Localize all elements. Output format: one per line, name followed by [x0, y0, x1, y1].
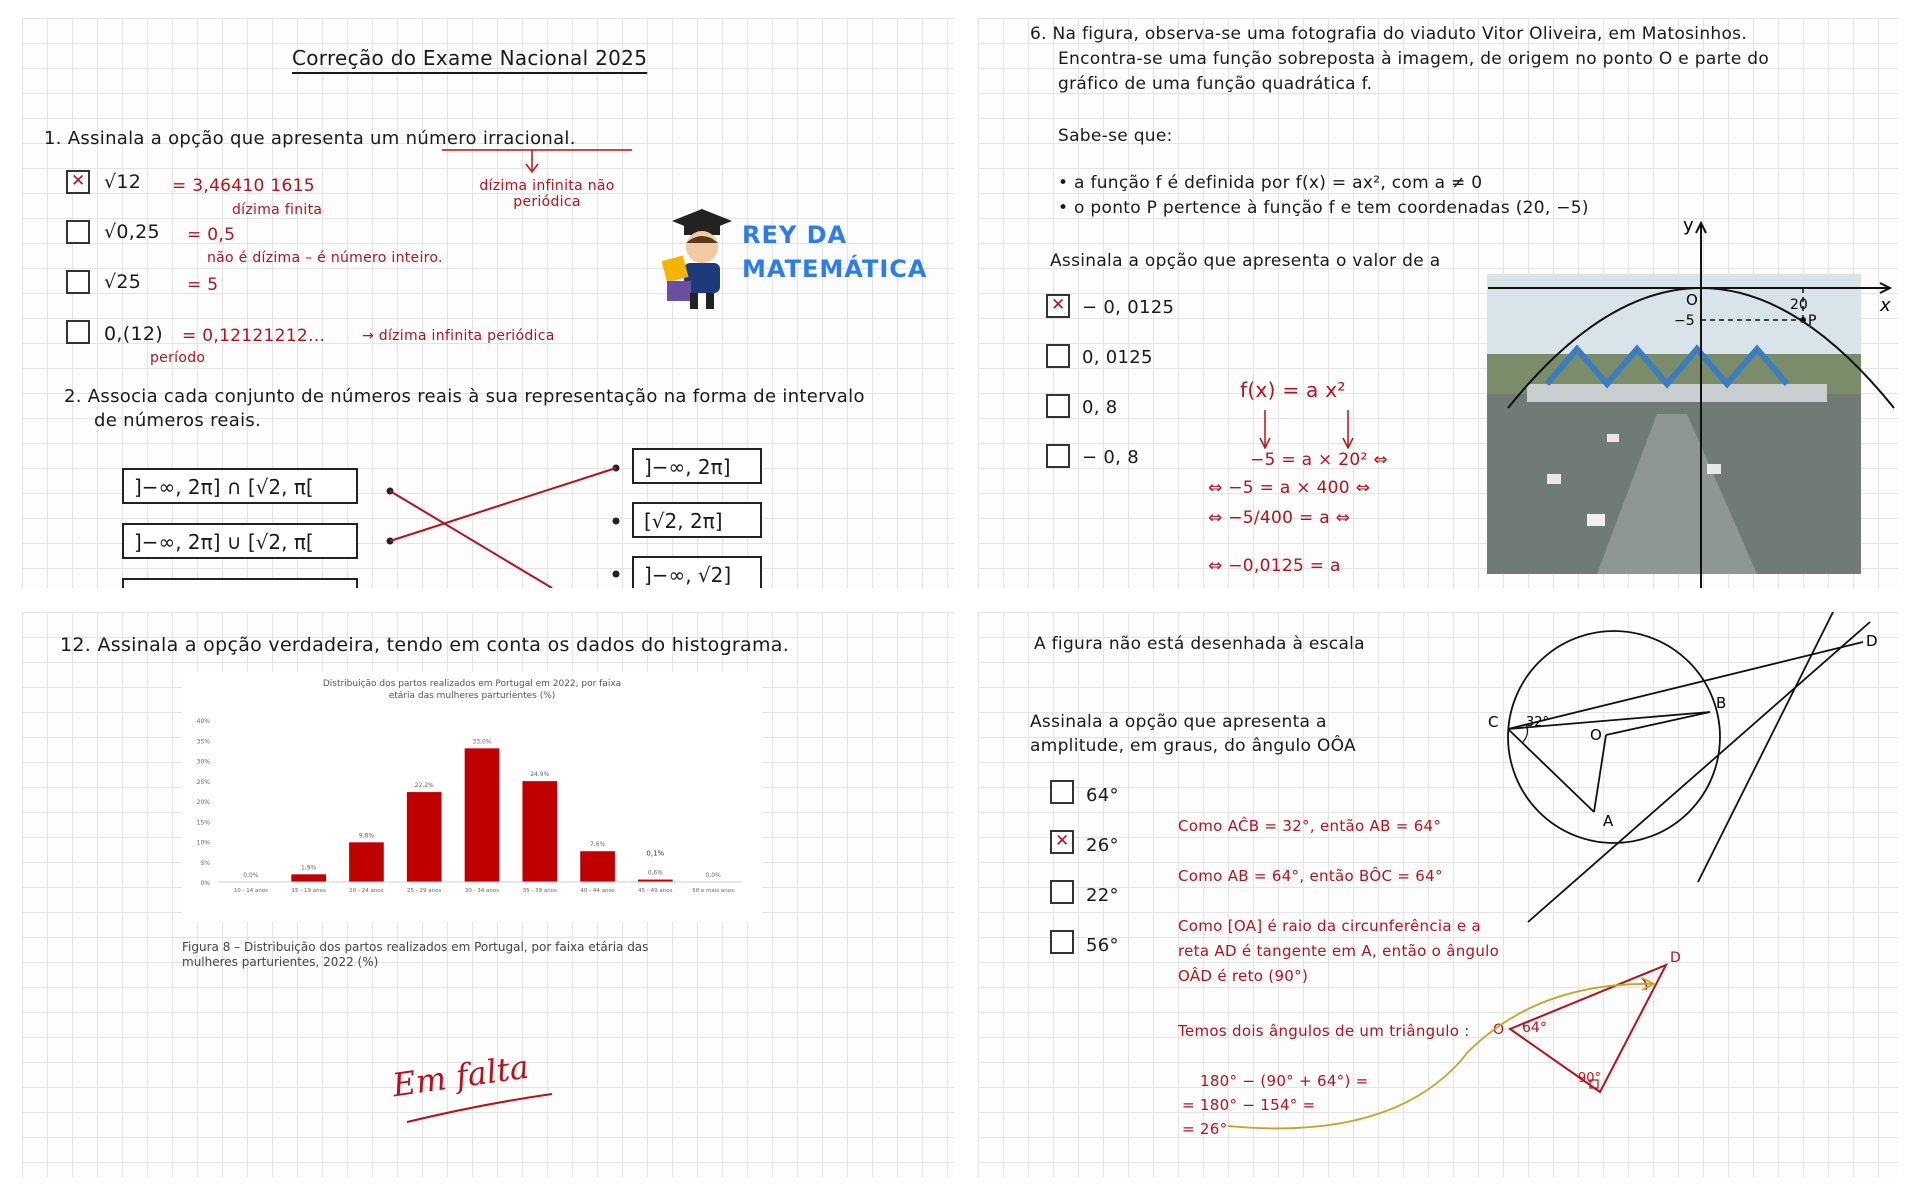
angle-option-3-label: 22° — [1086, 885, 1119, 906]
angle-work-5: OÂD é reto (90°) — [1178, 967, 1309, 985]
q6-text-line1: 6. Na figura, observa-se uma fotografia do viaduto Vitor Oliveira, em Matosinhos. — [1030, 24, 1748, 44]
angle-work-1: Como AĈB = 32°, então AB = 64° — [1178, 817, 1442, 835]
histogram-card — [182, 672, 762, 922]
q1-option-4-sub: período — [150, 350, 206, 366]
handwritten-annotation: 0,1% — [646, 849, 665, 858]
angle-work-4: reta AD é tangente em A, então o ângulo — [1178, 942, 1500, 960]
q6-text-line2: Encontra-se uma função sobreposta à imagem, de origem no ponto O e parte do — [1058, 49, 1770, 69]
point-c-label: C — [1488, 713, 1499, 731]
x-category-label: 40 - 44 anos — [580, 888, 615, 894]
histogram-bar — [407, 792, 442, 882]
q6-work-4: ⇔ −5/400 = a ⇔ — [1208, 508, 1351, 528]
q2-matching-lines — [22, 18, 954, 588]
q1-option-2-expr: √0,25 — [104, 221, 160, 243]
tri-d-label: D — [1670, 950, 1681, 966]
bar-value-label: 22,2% — [414, 782, 434, 790]
bar-value-label: 1,9% — [301, 864, 317, 872]
x-category-label: 10 - 14 anos — [233, 888, 269, 894]
q1-option-1-result: = 3,46410 1615 — [172, 176, 315, 196]
q2-right-set-1[interactable]: ]−∞, 2π] — [632, 448, 762, 484]
angle-work-6: Temos dois ângulos de um triângulo : — [1178, 1022, 1470, 1040]
q6-option-2-label: 0, 0125 — [1082, 347, 1153, 368]
point-a-label: A — [1603, 812, 1614, 830]
q1-option-3-expr: √25 — [104, 271, 142, 293]
y-tick-label: 30% — [196, 758, 210, 766]
bar-value-label: 0,0% — [705, 872, 721, 879]
q2-left-set-1[interactable]: ]−∞, 2π] ∩ [√2, π[ — [122, 468, 358, 504]
q6-work-2: −5 = a × 20² ⇔ — [1250, 450, 1388, 470]
q1-option-1-expr: √12 — [104, 171, 142, 193]
x-category-label: 35 - 39 anos — [522, 888, 557, 894]
logo-line1: REY DA — [742, 221, 848, 249]
tri-angle-a: 90° — [1578, 1071, 1602, 1086]
q1-option-2-note: dízima finita — [232, 202, 323, 218]
histogram-bar — [465, 748, 500, 882]
chart-title: Distribuição dos partos realizados em Portugal em 2022, por faixa etária das mulheres parturientes (%) — [322, 679, 622, 701]
panel-question-6 — [978, 18, 1898, 588]
angle-work-3: Como [OA] é raio da circunferência e a — [1178, 917, 1481, 935]
point-p-label: P — [1808, 313, 1817, 329]
angle-work-9: = 26° — [1182, 1120, 1228, 1138]
q1-option-3-result: = 5 — [187, 275, 219, 295]
histogram-chart — [182, 672, 762, 922]
q2-right-set-2[interactable]: [√2, 2π] — [632, 502, 762, 538]
bar-value-label: 0,6% — [647, 869, 663, 877]
q6-option-4-label: − 0, 8 — [1082, 447, 1139, 468]
x-tick-label: 20 — [1790, 297, 1808, 313]
histogram-bar — [580, 851, 615, 882]
y-tick-label: 0% — [200, 880, 210, 887]
y-tick-label: 35% — [196, 738, 210, 746]
axis-y-label: y — [1683, 215, 1694, 236]
q1-note-irrational: dízima infinita não periódica — [479, 178, 615, 210]
q2-right-set-3[interactable]: ]−∞, √2] — [632, 556, 762, 588]
point-d-label: D — [1866, 632, 1878, 650]
q1-option-2-result: = 0,5 — [187, 225, 236, 245]
em-falta-underline — [402, 1082, 562, 1132]
q6-work-5: ⇔ −0,0125 = a — [1208, 556, 1341, 576]
handwritten-em-falta: Em falta — [390, 1047, 531, 1105]
origin-label: O — [1686, 291, 1698, 309]
q6-text-line3: gráfico de uma função quadrática f. — [1058, 74, 1373, 94]
angle-option-1-label: 64° — [1086, 785, 1119, 806]
q1-option-4-note: → dízima infinita periódica — [362, 328, 555, 344]
q6-fact-1: • a função f é definida por f(x) = ax², com a ≠ 0 — [1058, 173, 1483, 193]
circle-tangent-figure — [978, 612, 1898, 1177]
x-category-label: 25 - 29 anos — [407, 888, 442, 894]
q6-sabe-se: Sabe-se que: — [1058, 126, 1173, 146]
q-angle-ask-2: amplitude, em graus, do ângulo OÔA — [1030, 736, 1356, 756]
tri-o-label: O — [1493, 1022, 1505, 1038]
q2-prompt-line1: 2. Associa cada conjunto de números reais à sua representação na forma de intervalo — [64, 386, 865, 407]
bar-value-label: 33,0% — [472, 738, 492, 746]
axis-x-label: x — [1880, 295, 1891, 316]
y-tick-label: 15% — [196, 819, 210, 827]
bar-value-label: 0,0% — [243, 872, 259, 879]
histogram-bar — [349, 842, 384, 882]
q6-fact-2: • o ponto P pertence à função f e tem coordenadas (20, −5) — [1058, 198, 1589, 218]
logo-line2: MATEMÁTICA — [742, 255, 928, 283]
y-tick-label: −5 — [1674, 313, 1695, 329]
q6-option-3-label: 0, 8 — [1082, 397, 1118, 418]
x-category-label: 15 - 19 anos — [291, 888, 326, 894]
q1-option-4-expr: 0,(12) — [104, 323, 163, 345]
panel-question-12 — [22, 612, 954, 1177]
q6-work-1: f(x) = a x² — [1240, 378, 1346, 402]
q6-work-3: ⇔ −5 = a × 400 ⇔ — [1208, 478, 1371, 498]
bar-value-label: 9,8% — [358, 832, 375, 840]
histogram-bar — [522, 781, 557, 882]
angle-c-label: 32° — [1526, 715, 1550, 730]
bar-value-label: 24,9% — [530, 771, 550, 779]
bar-value-label: 7,6% — [589, 841, 606, 849]
x-category-label: 20 - 24 anos — [349, 888, 384, 894]
tri-angle-o: 64° — [1522, 1020, 1547, 1036]
panel-question-1-2 — [22, 18, 954, 588]
q2-prompt-line2: de números reais. — [94, 410, 262, 431]
x-category-label: 45 - 49 anos — [638, 888, 673, 894]
y-tick-label: 20% — [196, 799, 210, 806]
angle-option-2-label: 26° — [1086, 835, 1119, 856]
q6-option-1-label: − 0, 0125 — [1082, 297, 1175, 318]
q1-option-4-result: = 0,12121212… — [182, 326, 326, 346]
q12-prompt: 12. Assinala a opção verdadeira, tendo em conta os dados do histograma. — [60, 634, 790, 656]
point-b-label: B — [1716, 694, 1727, 712]
point-o-label: O — [1590, 726, 1602, 744]
angle-work-7: 180° − (90° + 64°) = — [1200, 1072, 1369, 1090]
y-tick-label: 25% — [196, 778, 210, 786]
angle-option-4-label: 56° — [1086, 935, 1119, 956]
y-tick-label: 5% — [200, 859, 210, 867]
angle-work-2: Como AB = 64°, então BÔC = 64° — [1178, 867, 1443, 885]
q-angle-ask-1: Assinala a opção que apresenta a — [1030, 712, 1327, 732]
y-tick-label: 10% — [196, 839, 210, 847]
panel-question-angles — [978, 612, 1898, 1177]
q6-graph — [1448, 213, 1898, 588]
histogram-bar — [291, 874, 326, 882]
x-category-label: 30 - 34 anos — [464, 888, 500, 894]
q6-ask: Assinala a opção que apresenta o valor de a — [1050, 251, 1441, 271]
angle-work-8: = 180° − 154° = — [1182, 1096, 1316, 1114]
figure-caption: Figura 8 – Distribuição dos partos realizados em Portugal, por faixa etária das mulheres parturientes, 2022 (%) — [182, 940, 649, 969]
scale-note: A figura não está desenhada à escala — [1034, 634, 1365, 654]
q1-prompt: 1. Assinala a opção que apresenta um número irracional. — [44, 128, 576, 149]
y-tick-label: 40% — [196, 718, 210, 725]
q1-option-3-note: não é dízima – é número inteiro. — [207, 250, 443, 266]
x-category-label: 50 e mais anos — [692, 888, 735, 894]
q2-left-set-2[interactable]: ]−∞, 2π] ∪ [√2, π[ — [122, 523, 358, 559]
page-title: Correção do Exame Nacional 2025 — [292, 46, 648, 70]
